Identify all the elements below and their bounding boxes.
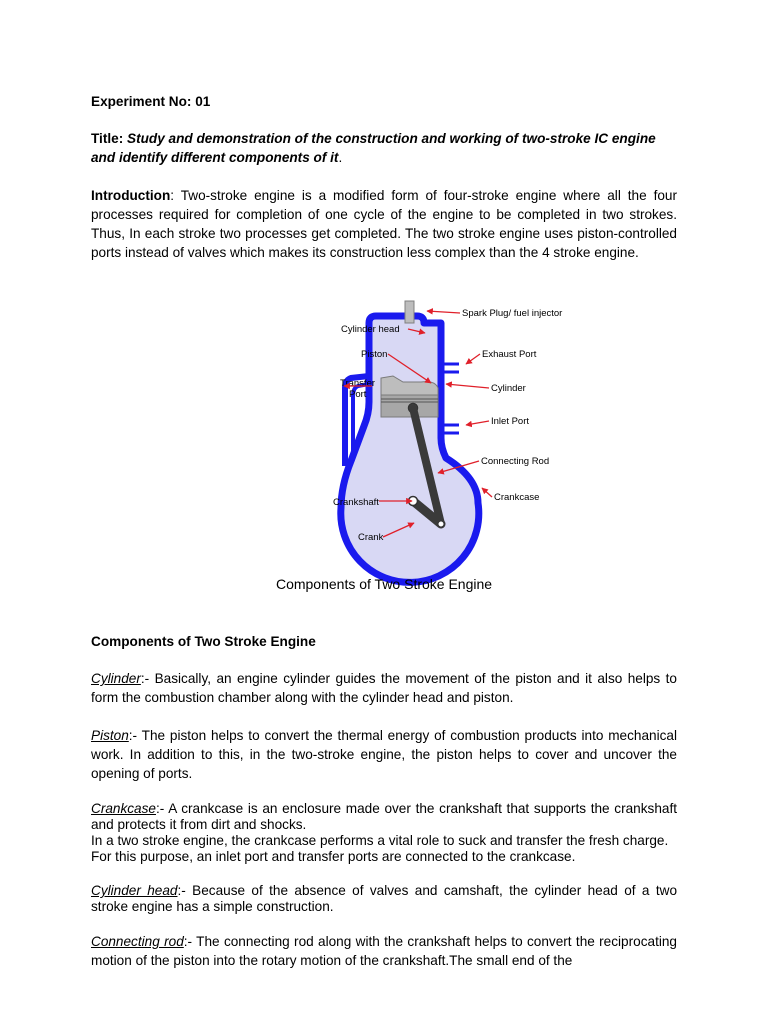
- figure-caption: Components of Two Stroke Engine: [275, 576, 493, 592]
- two-stroke-engine-diagram: [241, 298, 563, 573]
- label-cylinder-head: Cylinder head: [341, 324, 400, 335]
- term-cylinder-head: Cylinder head: [91, 883, 178, 898]
- component-cylinder-head: Cylinder head:- Because of the absence of valves and camshaft, the cylinder head of a two stroke engine has a simple construction.: [91, 883, 677, 914]
- term-connecting-rod: Connecting rod: [91, 934, 184, 949]
- label-spark-plug: Spark Plug/ fuel injector: [462, 308, 563, 319]
- label-transfer-port-2: Port: [349, 389, 367, 400]
- experiment-number: Experiment No: 01: [91, 94, 211, 109]
- title-text: Study and demonstration of the construction and working of two-stroke IC engine and identify different components of it: [91, 131, 656, 165]
- label-crankshaft: Crankshaft: [333, 497, 379, 508]
- component-crankcase: Crankcase:- A crankcase is an enclosure made over the crankshaft that supports the crankshaft and protects it from dirt and shocks. In a two stroke engine, the crankcase performs a vital role to suck and transfer the fresh charge. For this purpose, an inlet port and transfer ports are connected to the crankcase.: [91, 801, 677, 864]
- component-piston: Piston:- The piston helps to convert the thermal energy of combustion products into mechanical work. In addition to this, in the two-stroke engine, the piston helps to cover and uncover the opening of ports.: [91, 728, 677, 781]
- term-crankcase: Crankcase: [91, 801, 156, 816]
- label-crank: Crank: [358, 532, 384, 543]
- introduction-paragraph: [91, 186, 677, 262]
- label-inlet-port: Inlet Port: [491, 416, 530, 427]
- introduction-label: Introduction: [91, 188, 171, 203]
- label-transfer-port-1: Transfer: [340, 378, 376, 389]
- crankcase-extra: In a two stroke engine, the crankcase performs a vital role to suck and transfer the fresh charge. For this purpose, an inlet port and transfer ports are connected to the crankcase.: [91, 833, 669, 864]
- label-exhaust-port: Exhaust Port: [482, 349, 537, 360]
- label-connecting-rod: Connecting Rod: [481, 456, 550, 467]
- spark-plug: [405, 301, 414, 323]
- label-piston: Piston: [361, 349, 388, 360]
- label-crankcase: Crankcase: [494, 492, 540, 503]
- component-cylinder: Cylinder:- Basically, an engine cylinder guides the movement of the piston and it also helps to form the combustion chamber along with the cylinder head and piston.: [91, 671, 677, 705]
- term-cylinder: Cylinder: [91, 671, 141, 686]
- experiment-title: Title: Study and demonstration of the construction and working of two-stroke IC engine and identify different components of it.: [91, 131, 656, 165]
- components-heading: Components of Two Stroke Engine: [91, 634, 316, 649]
- label-cylinder: Cylinder: [491, 383, 526, 394]
- component-connecting-rod: Connecting rod:- The connecting rod along with the crankshaft helps to convert the reciprocating motion of the piston into the rotary motion of the crankshaft.The small end of the: [91, 934, 677, 968]
- title-label: Title:: [91, 131, 124, 146]
- introduction-text: : Two-stroke engine is a modified form of four-stroke engine where all the four processes required for completion of one cycle of the engine to be completed in two strokes. Thus, In each stroke two processes get completed. The two stroke engine uses piston-controlled ports instead of valves which makes its construction less complex than the 4 stroke engine.: [91, 188, 677, 260]
- term-piston: Piston: [91, 728, 129, 743]
